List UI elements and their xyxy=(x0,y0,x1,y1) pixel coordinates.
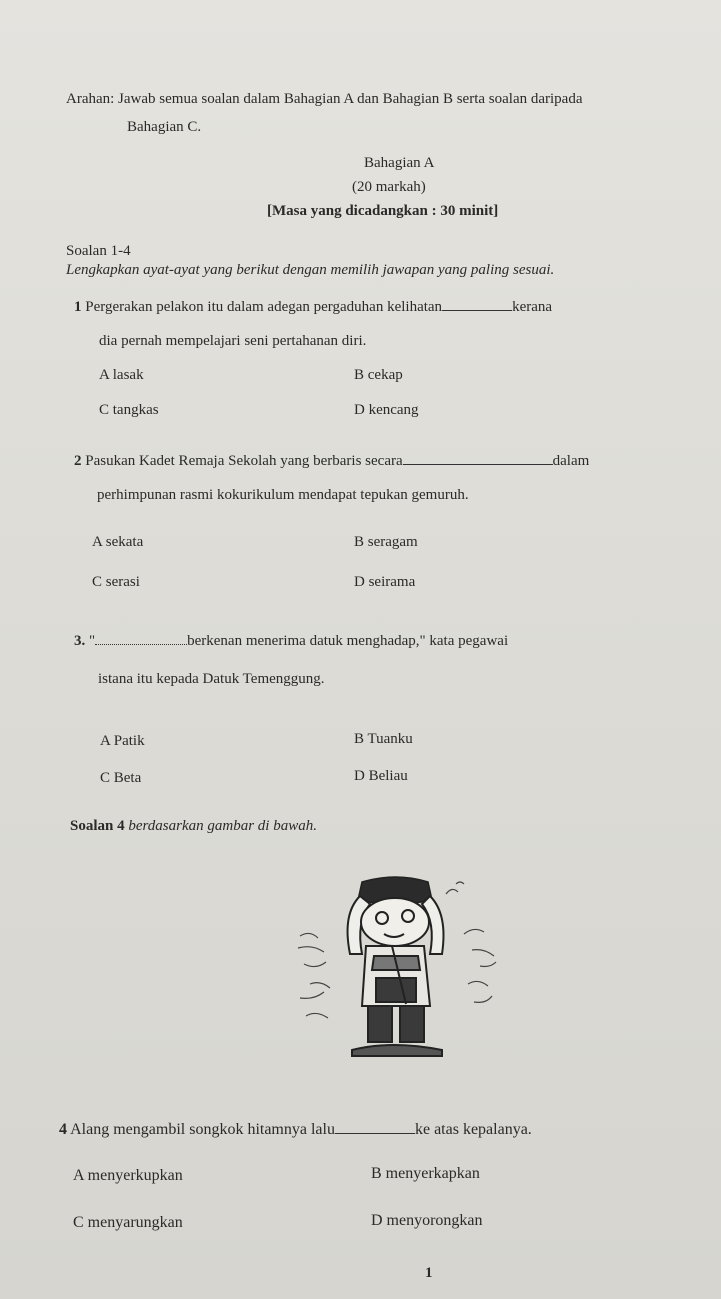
legs-and-ground xyxy=(352,1006,442,1056)
body xyxy=(362,946,430,1006)
question-4-stem xyxy=(59,1121,532,1139)
instructions-line-1: Arahan: Jawab semua soalan dalam Bahagian A dan Bahagian B serta soalan daripada xyxy=(66,91,583,107)
section-marks: (20 markah) xyxy=(352,179,426,195)
question-text-b: berkenan menerima datuk menghadap," kata pegawai xyxy=(187,633,509,649)
option: B menyerkapkan xyxy=(371,1165,480,1182)
option: D Beliau xyxy=(354,768,408,784)
option: A Patik xyxy=(100,733,145,749)
question-number: 2 xyxy=(74,453,82,469)
section-title: Bahagian A xyxy=(364,155,435,171)
question-text-b: kerana xyxy=(512,299,553,315)
question-text-a: Pergerakan pelakon itu dalam adegan pergaduhan kelihatan xyxy=(85,299,443,315)
question-1-continuation: dia pernah mempelajari seni pertahanan diri. xyxy=(99,333,367,349)
page-number: 1 xyxy=(425,1265,433,1281)
question-2-stem xyxy=(74,452,589,470)
question-4-label xyxy=(70,817,317,835)
range-label: Soalan 1-4 xyxy=(66,243,131,259)
question-text-b: dalam xyxy=(552,453,590,469)
answer-blank xyxy=(442,310,512,311)
range-instruction: Lengkapkan ayat-ayat yang berikut dengan memilih jawapan yang paling sesuai. xyxy=(66,262,555,278)
question-4-label-italic: berdasarkan gambar di bawah. xyxy=(128,818,317,834)
option: B seragam xyxy=(354,534,418,550)
option: D menyorongkan xyxy=(371,1212,483,1229)
option: D seirama xyxy=(354,574,416,590)
option: C tangkas xyxy=(99,402,159,418)
section-time: [Masa yang dicadangkan : 30 minit] xyxy=(267,203,499,219)
option: B Tuanku xyxy=(354,731,413,747)
question-number: 1 xyxy=(74,299,82,315)
question-4-label-bold: Soalan 4 xyxy=(70,818,125,834)
question-1-stem xyxy=(74,298,552,316)
option: C Beta xyxy=(100,770,142,786)
question-number: 4 xyxy=(59,1121,67,1138)
instructions-line-2: Bahagian C. xyxy=(127,119,202,135)
question-3-continuation: istana itu kepada Datuk Temenggung. xyxy=(98,671,325,687)
option: B cekap xyxy=(354,367,403,383)
question-text-a: Pasukan Kadet Remaja Sekolah yang berbaris secara xyxy=(85,453,403,469)
question-number: 3. xyxy=(74,633,86,649)
question-text-a: Alang mengambil songkok hitamnya lalu xyxy=(70,1121,335,1138)
option: A menyerkupkan xyxy=(73,1167,183,1184)
question-text-b: ke atas kepalanya. xyxy=(414,1121,532,1138)
option: A sekata xyxy=(92,534,144,550)
face xyxy=(361,898,429,946)
answer-blank xyxy=(95,644,187,645)
question-2-continuation: perhimpunan rasmi kokurikulum mendapat tepukan gemuruh. xyxy=(97,487,469,503)
answer-blank xyxy=(335,1133,415,1134)
question-3-stem xyxy=(74,632,508,650)
boy-wearing-songkok-illustration xyxy=(296,874,522,1064)
option: D kencang xyxy=(354,402,419,418)
option: C serasi xyxy=(92,574,140,590)
option: C menyarungkan xyxy=(73,1214,183,1231)
answer-blank xyxy=(403,464,553,465)
option: A lasak xyxy=(99,367,144,383)
question-text-a: " xyxy=(89,633,96,649)
